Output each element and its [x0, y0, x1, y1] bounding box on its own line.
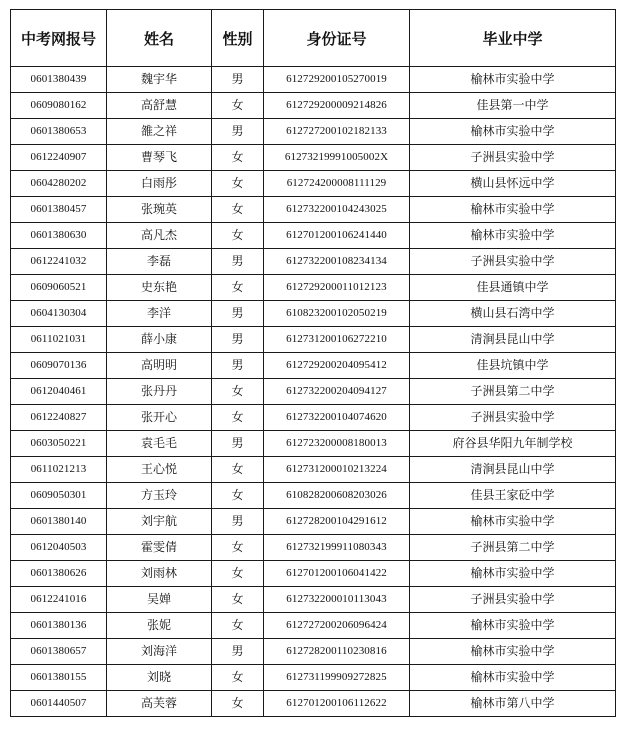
school-cell: 子洲县实验中学 — [410, 145, 616, 171]
registration-no-cell: 0612040461 — [11, 379, 107, 405]
gender-cell: 女 — [212, 145, 264, 171]
school-cell: 清涧县昆山中学 — [410, 327, 616, 353]
name-cell: 高明明 — [107, 353, 212, 379]
registration-no-cell: 0601380140 — [11, 509, 107, 535]
name-cell: 张琬英 — [107, 197, 212, 223]
gender-cell: 女 — [212, 587, 264, 613]
registration-no-cell: 0604130304 — [11, 301, 107, 327]
id-number-cell: 612727200206096424 — [264, 613, 410, 639]
table-row — [11, 457, 616, 483]
gender-cell: 男 — [212, 509, 264, 535]
name-cell: 高芙蓉 — [107, 691, 212, 717]
id-number-cell: 612723200008180013 — [264, 431, 410, 457]
id-number-cell: 612731200010213224 — [264, 457, 410, 483]
registration-no-cell: 0609050301 — [11, 483, 107, 509]
registration-no-cell: 0609070136 — [11, 353, 107, 379]
table-row — [11, 353, 616, 379]
registration-no-cell: 0612240907 — [11, 145, 107, 171]
table-row — [11, 67, 616, 93]
header-gender: 性别 — [212, 10, 264, 67]
registration-no-cell: 0612240827 — [11, 405, 107, 431]
registration-no-cell: 0601380630 — [11, 223, 107, 249]
table-row — [11, 93, 616, 119]
table-row — [11, 535, 616, 561]
school-cell: 榆林市实验中学 — [410, 197, 616, 223]
school-cell: 子洲县实验中学 — [410, 249, 616, 275]
school-cell: 榆林市实验中学 — [410, 509, 616, 535]
name-cell: 刘宇航 — [107, 509, 212, 535]
name-cell: 刘雨林 — [107, 561, 212, 587]
table-row — [11, 691, 616, 717]
header-graduated-school: 毕业中学 — [410, 10, 616, 67]
school-cell: 横山县怀远中学 — [410, 171, 616, 197]
id-number-cell: 612701200106112622 — [264, 691, 410, 717]
table-row — [11, 171, 616, 197]
table-row — [11, 197, 616, 223]
table-row — [11, 379, 616, 405]
school-cell: 榆林市实验中学 — [410, 639, 616, 665]
school-cell: 子洲县第二中学 — [410, 535, 616, 561]
name-cell: 霍雯倩 — [107, 535, 212, 561]
id-number-cell: 612728200104291612 — [264, 509, 410, 535]
gender-cell: 女 — [212, 405, 264, 431]
gender-cell: 男 — [212, 119, 264, 145]
school-cell: 榆林市实验中学 — [410, 613, 616, 639]
registration-no-cell: 0601380457 — [11, 197, 107, 223]
table-row — [11, 639, 616, 665]
gender-cell: 男 — [212, 327, 264, 353]
id-number-cell: 612729200011012123 — [264, 275, 410, 301]
table-row — [11, 301, 616, 327]
name-cell: 张妮 — [107, 613, 212, 639]
header-id-number: 身份证号 — [264, 10, 410, 67]
table-row — [11, 561, 616, 587]
id-number-cell: 612732199911080343 — [264, 535, 410, 561]
gender-cell: 女 — [212, 561, 264, 587]
name-cell: 张丹丹 — [107, 379, 212, 405]
table-row — [11, 249, 616, 275]
school-cell: 佳县坑镇中学 — [410, 353, 616, 379]
name-cell: 李磊 — [107, 249, 212, 275]
header-name: 姓名 — [107, 10, 212, 67]
school-cell: 榆林市实验中学 — [410, 119, 616, 145]
name-cell: 高舒慧 — [107, 93, 212, 119]
gender-cell: 男 — [212, 639, 264, 665]
name-cell: 刘晓 — [107, 665, 212, 691]
table-header-row — [11, 10, 616, 67]
registration-no-cell: 0612241016 — [11, 587, 107, 613]
table-row — [11, 431, 616, 457]
registration-no-cell: 0601380439 — [11, 67, 107, 93]
gender-cell: 男 — [212, 67, 264, 93]
name-cell: 白雨彤 — [107, 171, 212, 197]
registration-no-cell: 0611021213 — [11, 457, 107, 483]
school-cell: 佳县王家砭中学 — [410, 483, 616, 509]
registration-no-cell: 0601380136 — [11, 613, 107, 639]
id-number-cell: 612728200110230816 — [264, 639, 410, 665]
id-number-cell: 612732200104074620 — [264, 405, 410, 431]
gender-cell: 女 — [212, 613, 264, 639]
gender-cell: 女 — [212, 171, 264, 197]
registration-no-cell: 0604280202 — [11, 171, 107, 197]
registration-no-cell: 0601380657 — [11, 639, 107, 665]
table-row — [11, 483, 616, 509]
school-cell: 府谷县华阳九年制学校 — [410, 431, 616, 457]
table-row — [11, 119, 616, 145]
id-number-cell: 612701200106041422 — [264, 561, 410, 587]
gender-cell: 女 — [212, 483, 264, 509]
school-cell: 佳县通镇中学 — [410, 275, 616, 301]
registration-no-cell: 0611021031 — [11, 327, 107, 353]
header-exam-registration-no: 中考网报号 — [11, 10, 107, 67]
name-cell: 雒之祥 — [107, 119, 212, 145]
name-cell: 高凡杰 — [107, 223, 212, 249]
id-number-cell: 61273219991005002X — [264, 145, 410, 171]
name-cell: 薛小康 — [107, 327, 212, 353]
gender-cell: 女 — [212, 93, 264, 119]
id-number-cell: 612732200010113043 — [264, 587, 410, 613]
id-number-cell: 610823200102050219 — [264, 301, 410, 327]
school-cell: 子洲县实验中学 — [410, 587, 616, 613]
gender-cell: 女 — [212, 379, 264, 405]
school-cell: 佳县第一中学 — [410, 93, 616, 119]
school-cell: 子洲县实验中学 — [410, 405, 616, 431]
school-cell: 榆林市第八中学 — [410, 691, 616, 717]
registration-no-cell: 0601380626 — [11, 561, 107, 587]
gender-cell: 女 — [212, 691, 264, 717]
id-number-cell: 612732200104243025 — [264, 197, 410, 223]
table-row — [11, 613, 616, 639]
id-number-cell: 612732200204094127 — [264, 379, 410, 405]
name-cell: 王心悦 — [107, 457, 212, 483]
table-row — [11, 665, 616, 691]
id-number-cell: 610828200608203026 — [264, 483, 410, 509]
id-number-cell: 612729200105270019 — [264, 67, 410, 93]
name-cell: 张开心 — [107, 405, 212, 431]
id-number-cell: 612729200204095412 — [264, 353, 410, 379]
id-number-cell: 612727200102182133 — [264, 119, 410, 145]
registration-no-cell: 0609060521 — [11, 275, 107, 301]
table-row — [11, 223, 616, 249]
name-cell: 李洋 — [107, 301, 212, 327]
gender-cell: 男 — [212, 301, 264, 327]
school-cell: 榆林市实验中学 — [410, 561, 616, 587]
student-list-sheet — [10, 9, 616, 717]
id-number-cell: 612731199909272825 — [264, 665, 410, 691]
table-row — [11, 509, 616, 535]
registration-no-cell: 0612040503 — [11, 535, 107, 561]
name-cell: 方玉玲 — [107, 483, 212, 509]
table-row — [11, 587, 616, 613]
table-row — [11, 405, 616, 431]
gender-cell: 女 — [212, 275, 264, 301]
gender-cell: 女 — [212, 457, 264, 483]
gender-cell: 男 — [212, 249, 264, 275]
gender-cell: 女 — [212, 535, 264, 561]
gender-cell: 女 — [212, 665, 264, 691]
id-number-cell: 612724200008111129 — [264, 171, 410, 197]
registration-no-cell: 0601380653 — [11, 119, 107, 145]
name-cell: 刘海洋 — [107, 639, 212, 665]
id-number-cell: 612731200106272210 — [264, 327, 410, 353]
table-row — [11, 327, 616, 353]
school-cell: 横山县石湾中学 — [410, 301, 616, 327]
gender-cell: 男 — [212, 431, 264, 457]
student-table — [10, 9, 616, 717]
name-cell: 史东艳 — [107, 275, 212, 301]
registration-no-cell: 0609080162 — [11, 93, 107, 119]
registration-no-cell: 0601440507 — [11, 691, 107, 717]
table-body — [11, 67, 616, 717]
school-cell: 清涧县昆山中学 — [410, 457, 616, 483]
school-cell: 榆林市实验中学 — [410, 665, 616, 691]
id-number-cell: 612701200106241440 — [264, 223, 410, 249]
table-row — [11, 275, 616, 301]
registration-no-cell: 0601380155 — [11, 665, 107, 691]
gender-cell: 男 — [212, 353, 264, 379]
gender-cell: 女 — [212, 223, 264, 249]
name-cell: 袁毛毛 — [107, 431, 212, 457]
school-cell: 榆林市实验中学 — [410, 223, 616, 249]
gender-cell: 女 — [212, 197, 264, 223]
id-number-cell: 612729200009214826 — [264, 93, 410, 119]
table-row — [11, 145, 616, 171]
school-cell: 榆林市实验中学 — [410, 67, 616, 93]
id-number-cell: 612732200108234134 — [264, 249, 410, 275]
school-cell: 子洲县第二中学 — [410, 379, 616, 405]
name-cell: 曹琴飞 — [107, 145, 212, 171]
name-cell: 魏宇华 — [107, 67, 212, 93]
registration-no-cell: 0603050221 — [11, 431, 107, 457]
name-cell: 吴婵 — [107, 587, 212, 613]
registration-no-cell: 0612241032 — [11, 249, 107, 275]
